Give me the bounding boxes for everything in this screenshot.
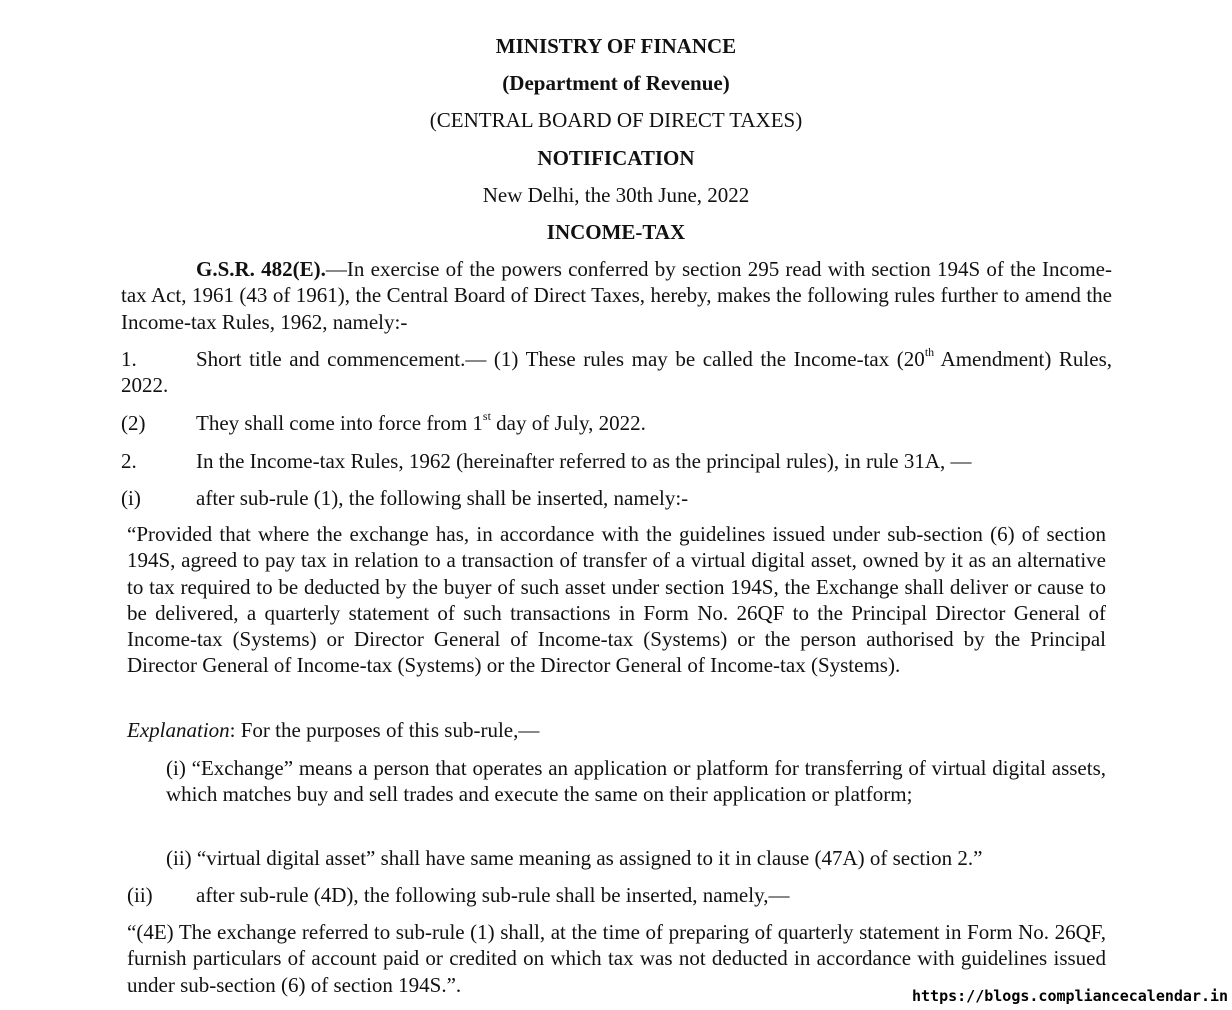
explanation-label: Explanation [127,718,230,742]
item-ii-text: after sub-rule (4D), the following sub-rule shall be inserted, namely,— [196,883,790,907]
gsr-number: G.S.R. 482(E). [196,257,326,281]
item-i-number: (i) [121,486,141,510]
explanation-clause-i: (i) “Exchange” means a person that operates an application or platform for transferring of virtual digital assets, which matches buy and sell trades and execute the same on their application or platform; [166,756,1106,807]
rule-2-number: 2. [121,449,137,473]
rule-1-2-text-b: day of July, 2022. [490,411,646,435]
subrule-4e-paragraph: “(4E) The exchange referred to sub-rule (1) shall, at the time of preparing of quarterly statement in Form No. 26QF, furnish particulars of account paid or credited on which tax was not deducted in accordance with guidelines issued under sub-section (6) of section 194S.”. [127,920,1106,997]
rule-1-2-number: (2) [121,411,146,435]
department-heading: (Department of Revenue) [502,71,730,95]
rule-2-text: In the Income-tax Rules, 1962 (hereinafter referred to as the principal rules), in rule 31A, — [196,449,972,473]
preamble-paragraph [121,256,1112,335]
place-date: New Delhi, the 30th June, 2022 [482,183,750,207]
ministry-heading: MINISTRY OF FINANCE [495,34,737,58]
preamble-text: —In exercise of the powers conferred by section 295 read with section 194S of the Income-tax Act, 1961 (43 of 1961), the Central Board of Direct Taxes, hereby, makes the following rules further to amend the Income-tax Rules, 1962, namely:- [121,257,1112,334]
proviso-paragraph: “Provided that where the exchange has, in accordance with the guidelines issued under sub-section (6) of section 194S, agreed to pay tax in relation to a transaction of transfer of a virtual digital asset, owned by it as an alternative to tax required to be deducted by the buyer of such asset under section 194S, the Exchange shall deliver or cause to be delivered, a quarterly statement of such transactions in Form No. 26QF to the Principal Director General of Income-tax (Systems) or Director General of Income-tax (Systems) or the person authorised by the Principal Director General of Income-tax (Systems) or the Director General of Income-tax (Systems). [127,522,1106,678]
board-heading: (CENTRAL BOARD OF DIRECT TAXES) [429,108,803,132]
rule-1-2-text-a: They shall come into force from 1 [196,411,483,435]
rule-1-number: 1. [121,347,137,371]
item-ii-number: (ii) [127,883,153,907]
rule-1-2-text [196,410,1112,436]
subject-heading: INCOME-TAX [546,220,686,244]
rule-1-text-end: Amendment) Rules, 2022. [121,347,1112,398]
item-i-text: after sub-rule (1), the following shall be inserted, namely:- [196,486,689,510]
rule-1-sup: th [924,345,935,359]
explanation-clause-ii: (ii) “virtual digital asset” shall have same meaning as assigned to it in clause (47A) of section 2.” [166,846,983,870]
watermark-link[interactable]: https://blogs.compliancecalendar.in [912,987,1229,1005]
notification-heading: NOTIFICATION [537,146,695,170]
rule-1-text: Short title and commencement.— (1) These rules may be called the Income-tax (20 [196,347,925,371]
rule-1-paragraph [121,346,1112,399]
explanation-text: : For the purposes of this sub-rule,— [229,718,540,742]
explanation-paragraph [127,717,1106,743]
rule-1-2-sup: st [482,409,491,423]
